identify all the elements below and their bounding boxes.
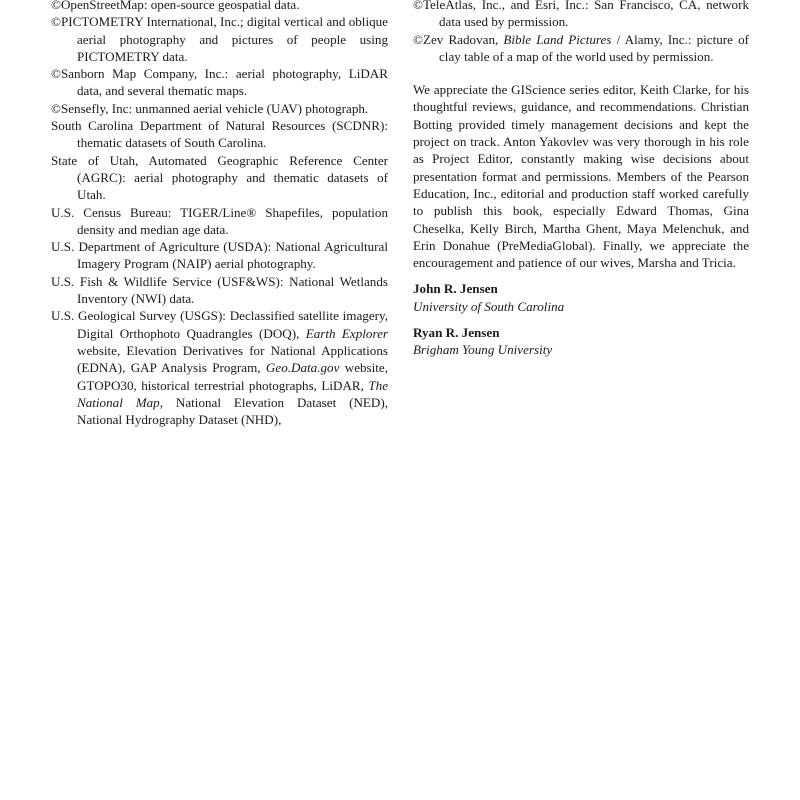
- credit-text: , National Elevation Dataset (NED), National Hydrography Dataset (NHD),: [77, 394, 389, 428]
- credit-text: ©Sensefly, Inc: unmanned aerial vehicle (UAV) photograph.: [51, 100, 369, 116]
- credit-title-text: Bible Land Pictures: [503, 31, 612, 47]
- credit-entry: [51, 100, 388, 117]
- author-affiliation: University of South Carolina: [413, 298, 565, 314]
- credit-text: U.S. Fish & Wildlife Service (USF&WS): National Wetlands Inventory (NWI) data.: [51, 273, 388, 307]
- credit-entry: [51, 117, 388, 152]
- credit-entry: [51, 0, 388, 13]
- credit-text: U.S. Department of Agriculture (USDA): National Agricultural Imagery Program (NAIP) aerial photography.: [51, 239, 388, 272]
- credit-entry: [413, 0, 749, 31]
- credits-right-column: [413, 0, 749, 359]
- credit-text: ©TeleAtlas, Inc., and Esri, Inc.: San Francisco, CA, network data used by permission.: [413, 0, 749, 30]
- credit-text: ©OpenStreetMap: open-source geospatial data.: [51, 0, 300, 12]
- credit-text: ©PICTOMETRY International, Inc.; digital vertical and oblique aerial photography and pictures of people using PICTOMETRY data.: [51, 14, 388, 64]
- credit-title-text: Earth Explorer: [305, 325, 388, 341]
- credit-text: U.S. Census Bureau: TIGER/Line® Shapefiles, population density and median age data.: [51, 204, 388, 237]
- credit-text: website, GTOPO30, historical terrestrial photographs, LiDAR,: [77, 360, 389, 393]
- credits-left-column: [51, 0, 388, 428]
- credit-entry: [413, 31, 749, 66]
- author-affiliation: Brigham Young University: [413, 342, 553, 358]
- credit-entry: [51, 238, 388, 273]
- credit-text: ©Zev Radovan,: [413, 31, 504, 47]
- acknowledgment-paragraph: We appreciate the GIScience series editor, Keith Clarke, for his thoughtful reviews, guidance, and recommendations. Christian Botting provided timely management decisions and kept the project on track. Anton Yakovlev was very thorough in his role as Project Editor, constantly making wise decisions about presentation format and permissions. Members of the Pearson Education, Inc., editorial and production staff worked carefully to publish this book, especially Edward Thomas, Gina Cheselka, Kelly Birch, Martha Ghent, Maya Melenchuk, and Erin Donahue (PreMediaGlobal). Finally, we appreciate the encouragement and patience of our wives, Marsha and Tricia.: [413, 82, 749, 271]
- author-name: John R. Jensen: [413, 281, 498, 297]
- credit-list-right: [413, 0, 749, 65]
- credit-entry: [51, 13, 388, 65]
- credit-text: South Carolina Department of Natural Resources (SCDNR): thematic datasets of South Carolina.: [51, 118, 388, 151]
- credit-text: website, Elevation Derivatives for National Applications (EDNA), GAP Analysis Program,: [77, 342, 388, 376]
- credit-text: State of Utah, Automated Geographic Reference Center (AGRC): aerial photography and thematic datasets of Utah.: [51, 152, 388, 203]
- credit-entry: [51, 307, 388, 428]
- credit-entry: [51, 65, 388, 100]
- credit-text: / Alamy, Inc.: picture of clay table of a map of the world used by permission.: [439, 31, 750, 64]
- credit-entry: [51, 152, 388, 204]
- credit-entry: [51, 273, 388, 308]
- credit-entry: [51, 204, 388, 239]
- credit-text: U.S. Geological Survey (USGS): Declassified satellite imagery, Digital Orthophoto Quadrangles (DOQ),: [51, 308, 388, 341]
- credit-text: ©Sanborn Map Company, Inc.: aerial photography, LiDAR data, and several thematic maps.: [51, 66, 388, 99]
- credit-list-left: [51, 0, 388, 428]
- credit-title-text: The National Map: [77, 377, 388, 410]
- author-name: Ryan R. Jensen: [413, 325, 500, 341]
- credit-title-text: Geo.Data.gov: [265, 360, 340, 376]
